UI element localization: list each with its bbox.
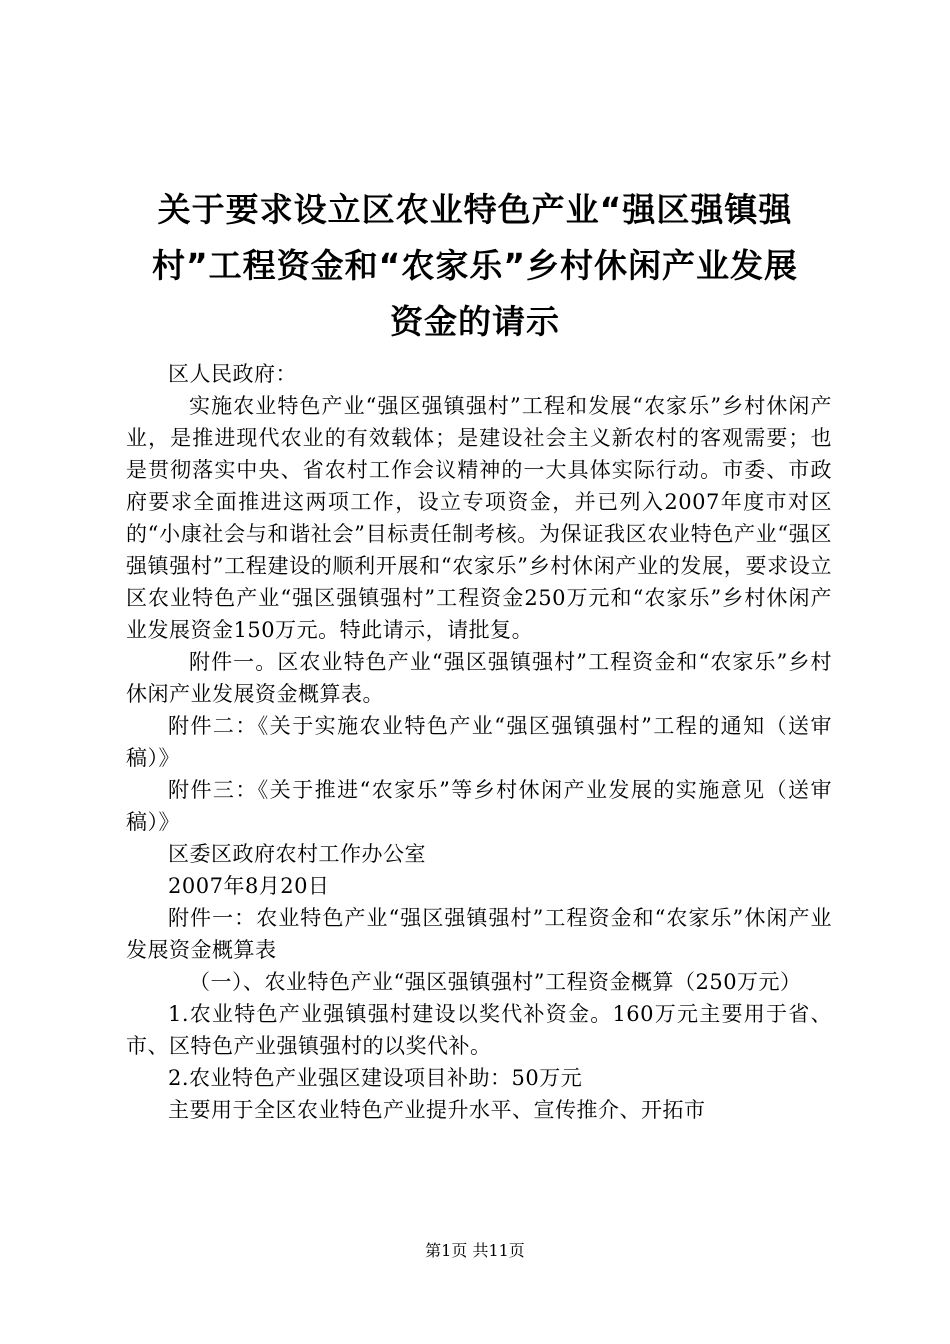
budget-item: 2.农业特色产业强区建设项目补助：50万元 xyxy=(168,1066,583,1090)
title-line: 资金的请示 xyxy=(390,302,560,341)
issue-date: 2007年8月20日 xyxy=(168,874,330,898)
title-line: 村”工程资金和“农家乐”乡村休闲产业发展 xyxy=(151,246,799,285)
attachment-two-line: 附件二：《关于实施农业特色产业“强区强镇强村”工程的通知（送审稿）》 xyxy=(126,714,832,770)
title-line: 关于要求设立区农业特色产业“强区强镇强 xyxy=(157,190,793,229)
salutation: 区人民政府： xyxy=(168,362,297,386)
page-footer xyxy=(0,1240,950,1262)
attachment-three-line: 附件三：《关于推进“农家乐”等乡村休闲产业发展的实施意见（送审稿）》 xyxy=(126,778,832,834)
attachment-one-line: 附件一。区农业特色产业“强区强镇强村”工程资金和“农家乐”乡村休闲产业发展资金概算表。 xyxy=(126,650,832,706)
document-title xyxy=(120,182,830,350)
budget-item: 1.农业特色产业强镇强村建设以奖代补资金。160万元主要用于省、市、区特色产业强镇强村的以奖代补。 xyxy=(126,1002,832,1058)
issuer-office: 区委区政府农村工作办公室 xyxy=(168,842,426,866)
document-body xyxy=(126,358,832,1126)
section-heading: （一）、农业特色产业“强区强镇强村”工程资金概算（250万元） xyxy=(189,970,802,994)
attachment-one-heading: 附件一：农业特色产业“强区强镇强村”工程资金和“农家乐”休闲产业发展资金概算表 xyxy=(126,906,832,962)
body-paragraph: 实施农业特色产业“强区强镇强村”工程和发展“农家乐”乡村休闲产业，是推进现代农业的有效载体；是建设社会主义新农村的客观需要；也是贯彻落实中央、省农村工作会议精神的一大具体实际行动。市委、市政府要求全面推进这两项工作，设立专项资金，并已列入2007年度市对区的“小康社会与和谐社会”目标责任制考核。为保证我区农业特色产业“强区强镇强村”工程建设的顺利开展和“农家乐”乡村休闲产业的发展，要求设立区农业特色产业“强区强镇强村”工程资金250万元和“农家乐”乡村休闲产业发展资金150万元。特此请示，请批复。 xyxy=(126,394,832,642)
page-number: 第1页 共11页 xyxy=(425,1241,525,1260)
body-paragraph: 主要用于全区农业特色产业提升水平、宣传推介、开拓市 xyxy=(168,1098,706,1122)
